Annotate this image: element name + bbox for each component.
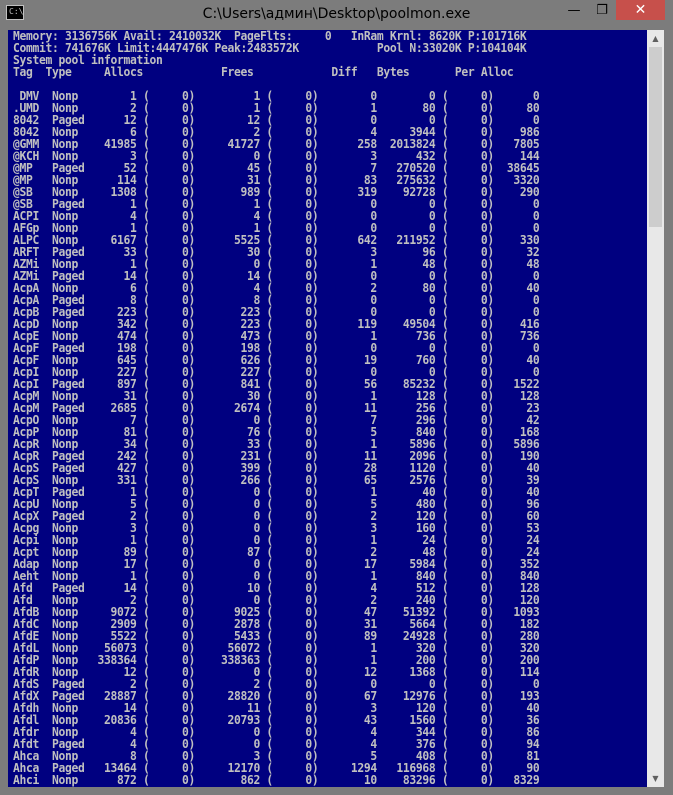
console-header-line: System pool information [13, 53, 163, 67]
pool-row: Ahca Paged 13464 ( 0) 12170 ( 0) 1294 116968 ( 0) 90 [13, 761, 540, 775]
pool-row: AcpS Nonp 331 ( 0) 266 ( 0) 65 2576 ( 0) 39 [13, 473, 540, 487]
pool-row: AcpO Nonp 7 ( 0) 0 ( 0) 7 296 ( 0) 42 [13, 413, 540, 427]
pool-row: Acpi Nonp 1 ( 0) 0 ( 0) 1 24 ( 0) 24 [13, 533, 540, 547]
pool-row: Acpg Nonp 3 ( 0) 0 ( 0) 3 160 ( 0) 53 [13, 521, 540, 535]
pool-row: AFGp Nonp 1 ( 0) 1 ( 0) 0 0 ( 0) 0 [13, 221, 540, 235]
pool-row: 8042 Paged 12 ( 0) 12 ( 0) 0 0 ( 0) 0 [13, 113, 540, 127]
pool-row: AfdB Nonp 9072 ( 0) 9025 ( 0) 47 51392 ( 0) 1093 [13, 605, 540, 619]
pool-row: @MP Paged 52 ( 0) 45 ( 0) 7 270520 ( 0) 38645 [13, 161, 540, 175]
pool-row: @SB Nonp 1308 ( 0) 989 ( 0) 319 92728 ( 0) 290 [13, 185, 540, 199]
pool-row: 8042 Nonp 6 ( 0) 2 ( 0) 4 3944 ( 0) 986 [13, 125, 540, 139]
console-text [13, 30, 539, 786]
pool-row: AfdS Paged 2 ( 0) 2 ( 0) 0 0 ( 0) 0 [13, 677, 540, 691]
scroll-thumb[interactable] [649, 47, 662, 227]
pool-row: AfdP Nonp 338364 ( 0) 338363 ( 0) 1 200 ( 0) 200 [13, 653, 540, 667]
pool-row: @SB Paged 1 ( 0) 1 ( 0) 0 0 ( 0) 0 [13, 197, 540, 211]
pool-row: AcpB Paged 223 ( 0) 223 ( 0) 0 0 ( 0) 0 [13, 305, 540, 319]
pool-row: Afd Paged 14 ( 0) 10 ( 0) 4 512 ( 0) 128 [13, 581, 540, 595]
minimize-button[interactable]: — [567, 2, 581, 18]
pool-row: AcpT Paged 1 ( 0) 0 ( 0) 1 40 ( 0) 40 [13, 485, 540, 499]
pool-row: AcpD Nonp 342 ( 0) 223 ( 0) 119 49504 ( 0) 416 [13, 317, 540, 331]
pool-row: Adap Nonp 17 ( 0) 0 ( 0) 17 5984 ( 0) 352 [13, 557, 540, 571]
pool-row: AfdE Nonp 5522 ( 0) 5433 ( 0) 89 24928 ( 0) 280 [13, 629, 540, 643]
pool-row: DMV Nonp 1 ( 0) 1 ( 0) 0 0 ( 0) 0 [13, 89, 540, 103]
pool-row: AcpI Paged 897 ( 0) 841 ( 0) 56 85232 ( 0) 1522 [13, 377, 540, 391]
pool-row: AfdR Nonp 12 ( 0) 0 ( 0) 12 1368 ( 0) 114 [13, 665, 540, 679]
pool-row: @GMM Nonp 41985 ( 0) 41727 ( 0) 258 2013824 ( 0) 7805 [13, 137, 540, 151]
close-button[interactable]: ✕ [616, 0, 665, 20]
pool-row: Ahca Nonp 8 ( 0) 3 ( 0) 5 408 ( 0) 81 [13, 749, 540, 763]
maximize-button[interactable]: ❐ [596, 2, 608, 18]
pool-row: Ahci Nonp 872 ( 0) 862 ( 0) 10 83296 ( 0) 8329 [13, 773, 540, 787]
pool-row: Afdl Nonp 20836 ( 0) 20793 ( 0) 43 1560 ( 0) 36 [13, 713, 540, 727]
pool-row: AcpF Paged 198 ( 0) 198 ( 0) 0 0 ( 0) 0 [13, 341, 540, 355]
pool-row: Afdr Nonp 4 ( 0) 0 ( 0) 4 344 ( 0) 86 [13, 725, 540, 739]
pool-row: AZMi Paged 14 ( 0) 14 ( 0) 0 0 ( 0) 0 [13, 269, 540, 283]
pool-row: Afdh Nonp 14 ( 0) 11 ( 0) 3 120 ( 0) 40 [13, 701, 540, 715]
pool-row: AcpA Paged 8 ( 0) 8 ( 0) 0 0 ( 0) 0 [13, 293, 540, 307]
pool-row: AcpS Paged 427 ( 0) 399 ( 0) 28 1120 ( 0) 40 [13, 461, 540, 475]
console-output[interactable] [8, 30, 647, 787]
pool-row: AcpA Nonp 6 ( 0) 4 ( 0) 2 80 ( 0) 40 [13, 281, 540, 295]
console-header-line: Commit: 741676K Limit:4447476K Peak:2483572K Pool N:33020K P:104104K [13, 41, 527, 55]
pool-row: AcpI Nonp 227 ( 0) 227 ( 0) 0 0 ( 0) 0 [13, 365, 540, 379]
pool-row: ACPI Nonp 4 ( 0) 4 ( 0) 0 0 ( 0) 0 [13, 209, 540, 223]
pool-row: AcpM Paged 2685 ( 0) 2674 ( 0) 11 256 ( 0) 23 [13, 401, 540, 415]
pool-row: AfdX Paged 28887 ( 0) 28820 ( 0) 67 12976 ( 0) 193 [13, 689, 540, 703]
scroll-down-arrow-icon[interactable]: ▼ [652, 774, 659, 783]
pool-row: AZMi Nonp 1 ( 0) 0 ( 0) 1 48 ( 0) 48 [13, 257, 540, 271]
pool-row: AfdL Nonp 56073 ( 0) 56072 ( 0) 1 320 ( 0) 320 [13, 641, 540, 655]
pool-row: Afdt Paged 4 ( 0) 0 ( 0) 4 376 ( 0) 94 [13, 737, 540, 751]
pool-row: AcpU Nonp 5 ( 0) 0 ( 0) 5 480 ( 0) 96 [13, 497, 540, 511]
vertical-scrollbar[interactable] [647, 30, 664, 787]
console-header-line: Tag Type Allocs Frees Diff Bytes Per Alloc [13, 65, 514, 79]
pool-row: AcpP Nonp 81 ( 0) 76 ( 0) 5 840 ( 0) 168 [13, 425, 540, 439]
pool-row: Acpt Nonp 89 ( 0) 87 ( 0) 2 48 ( 0) 24 [13, 545, 540, 559]
pool-row: @KCH Nonp 3 ( 0) 0 ( 0) 3 432 ( 0) 144 [13, 149, 540, 163]
console-header-line: Memory: 3136756K Avail: 2410032K PageFlts: 0 InRam Krnl: 8620K P:101716K [13, 30, 527, 43]
pool-row: .UMD Nonp 2 ( 0) 1 ( 0) 1 80 ( 0) 80 [13, 101, 540, 115]
pool-row: ALPC Nonp 6167 ( 0) 5525 ( 0) 642 211952 ( 0) 330 [13, 233, 540, 247]
pool-row: AcpR Paged 242 ( 0) 231 ( 0) 11 2096 ( 0) 190 [13, 449, 540, 463]
pool-row: AcpE Nonp 474 ( 0) 473 ( 0) 1 736 ( 0) 736 [13, 329, 540, 343]
pool-row: AcpF Nonp 645 ( 0) 626 ( 0) 19 760 ( 0) 40 [13, 353, 540, 367]
pool-row: AcpM Nonp 31 ( 0) 30 ( 0) 1 128 ( 0) 128 [13, 389, 540, 403]
window-title: C:\Users\админ\Desktop\poolmon.exe [202, 6, 471, 22]
pool-row: AfdC Nonp 2909 ( 0) 2878 ( 0) 31 5664 ( 0) 182 [13, 617, 540, 631]
pool-row: AcpX Paged 2 ( 0) 0 ( 0) 2 120 ( 0) 60 [13, 509, 540, 523]
console-app-icon-text: C:\ [9, 7, 24, 16]
pool-row: @MP Nonp 114 ( 0) 31 ( 0) 83 275632 ( 0) 3320 [13, 173, 540, 187]
pool-row: Aeht Nonp 1 ( 0) 0 ( 0) 1 840 ( 0) 840 [13, 569, 540, 583]
title-bar[interactable] [0, 0, 673, 27]
pool-row: AcpR Nonp 34 ( 0) 33 ( 0) 1 5896 ( 0) 5896 [13, 437, 540, 451]
scroll-up-arrow-icon[interactable]: ▲ [652, 34, 659, 43]
pool-row: ARFT Paged 33 ( 0) 30 ( 0) 3 96 ( 0) 32 [13, 245, 540, 259]
pool-row: Afd Nonp 2 ( 0) 0 ( 0) 2 240 ( 0) 120 [13, 593, 540, 607]
